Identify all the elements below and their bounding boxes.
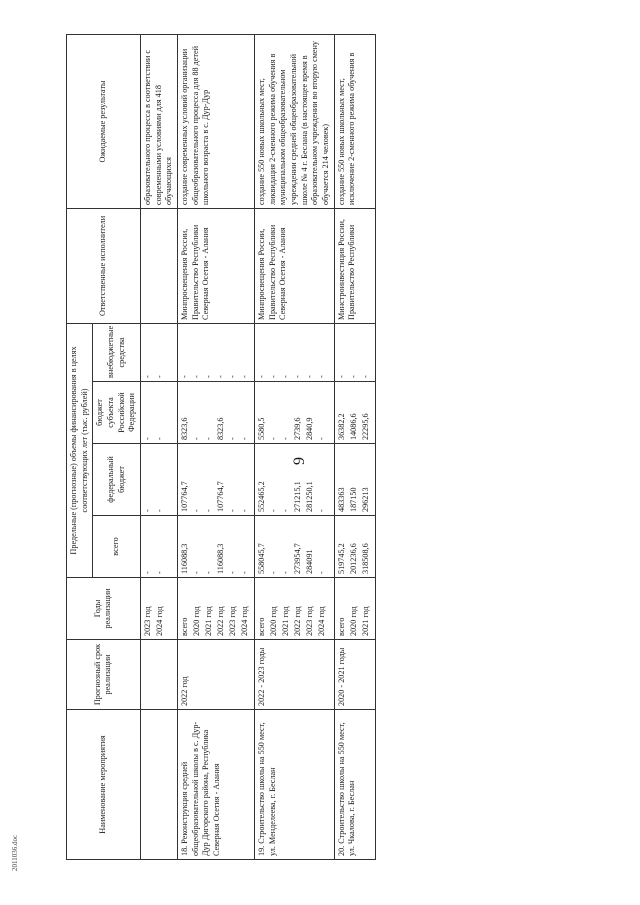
federal-value: - bbox=[316, 509, 326, 512]
row-executors-cell: Минстроинвестиция России, Правительство Республики bbox=[334, 208, 375, 323]
extra-column-cell bbox=[177, 323, 254, 381]
years-value: 2020 год bbox=[348, 606, 358, 636]
extra-cell: - bbox=[142, 375, 152, 378]
federal-value: - bbox=[227, 509, 237, 512]
extra-cell: - bbox=[154, 375, 164, 378]
federal-column-cell bbox=[177, 444, 254, 516]
header-total: всего bbox=[93, 516, 141, 578]
extra-value: - bbox=[227, 375, 237, 378]
results-cell: образовательного процесса в соответствии с современными условиями для 418 обучающихся bbox=[140, 34, 177, 208]
federal-value: - bbox=[191, 509, 201, 512]
table-row bbox=[177, 34, 254, 859]
regional-cell: - bbox=[154, 437, 164, 440]
years-value: 2020 год bbox=[268, 606, 278, 636]
years-value: 2024 год bbox=[239, 606, 249, 636]
total-cell: - bbox=[154, 571, 164, 574]
year-cell: 2024 год bbox=[154, 606, 164, 636]
extra-value: - bbox=[215, 375, 225, 378]
regional-column-cell bbox=[254, 382, 334, 444]
row-name-cell: 19. Строительство школы на 550 мест, ул. Менделеева, г. Беслан bbox=[254, 710, 334, 860]
total-value: 116088,3 bbox=[179, 543, 189, 574]
regional-value: 2739,6 bbox=[292, 417, 302, 440]
extra-value: - bbox=[292, 375, 302, 378]
year-cell: 2023 год bbox=[142, 606, 152, 636]
regional-value: - bbox=[227, 437, 237, 440]
federal-value: 281250,1 bbox=[304, 481, 314, 512]
extra-value: - bbox=[268, 375, 278, 378]
extra-value: - bbox=[256, 375, 266, 378]
federal-value: 483363 bbox=[336, 487, 346, 512]
table-body bbox=[177, 34, 375, 859]
table-row bbox=[254, 34, 334, 859]
row-results-cell: создание современных условий организации общеобразовательного процесса для 88 детей школьного возраста в с. Дур-Дур bbox=[177, 34, 254, 208]
header-funding-group: Предельные (прогнозные) объемы финансирования в целях соответствующих лет (тыс. рублей) bbox=[67, 323, 93, 577]
row-results-cell: создание 550 новых школьных мест, ликвидация 2-сменного режима обучения в муниципальном общеобразовательном учреждении средней общеобразовательной школе № 4 г. Беслана (в настоящее время в образовательном учреждении во вторую смену обучается 214 человек) bbox=[254, 34, 334, 208]
total-value: - bbox=[191, 571, 201, 574]
years-value: 2022 год bbox=[292, 606, 302, 636]
total-value: 273954,7 bbox=[292, 543, 302, 574]
federal-cell: - bbox=[142, 509, 152, 512]
total-value: 201236,6 bbox=[348, 543, 358, 574]
years-value: 2023 год bbox=[227, 606, 237, 636]
total-cell: - bbox=[142, 571, 152, 574]
extra-value: - bbox=[191, 375, 201, 378]
row-executors-cell: Минпросвещения России, Правительство Республики Северная Осетия - Алания bbox=[177, 208, 254, 323]
regional-value: 8323,6 bbox=[215, 417, 225, 440]
rotated-page bbox=[66, 35, 561, 860]
funding-table bbox=[66, 34, 376, 860]
years-value: 2020 год bbox=[191, 606, 201, 636]
total-value: 558045,7 bbox=[256, 543, 266, 574]
row-term-cell: 2022 - 2023 годы bbox=[254, 640, 334, 710]
header-name: Наименование мероприятия bbox=[67, 710, 141, 860]
federal-value: 296213 bbox=[360, 487, 370, 512]
regional-value: 8323,6 bbox=[179, 417, 189, 440]
row-executors-cell: Минпросвещения России, Правительство Республики Северная Осетия - Алания bbox=[254, 208, 334, 323]
total-value: - bbox=[316, 571, 326, 574]
regional-value: - bbox=[203, 437, 213, 440]
header-executors: Ответственные исполнители bbox=[67, 208, 141, 323]
total-value: - bbox=[268, 571, 278, 574]
extra-value: - bbox=[360, 375, 370, 378]
total-value: - bbox=[239, 571, 249, 574]
federal-value: - bbox=[280, 509, 290, 512]
regional-value: - bbox=[191, 437, 201, 440]
extra-value: - bbox=[179, 375, 189, 378]
total-value: 318508,6 bbox=[360, 543, 370, 574]
extra-value: - bbox=[239, 375, 249, 378]
total-column-cell bbox=[334, 516, 375, 578]
years-value: 2021 год bbox=[203, 606, 213, 636]
extra-column-cell bbox=[254, 323, 334, 381]
regional-value: 14086,6 bbox=[348, 413, 358, 440]
years-value: 2023 год bbox=[304, 606, 314, 636]
table-row bbox=[334, 34, 375, 859]
header-extra: внебюджетные средства bbox=[93, 323, 141, 381]
federal-value: - bbox=[203, 509, 213, 512]
years-column-cell bbox=[254, 578, 334, 640]
page-number: 9 bbox=[291, 457, 308, 465]
years-value: 2024 год bbox=[316, 606, 326, 636]
federal-column-cell bbox=[334, 444, 375, 516]
total-value: - bbox=[227, 571, 237, 574]
total-value: 284091 bbox=[304, 549, 314, 574]
total-column-cell bbox=[177, 516, 254, 578]
header-federal: федеральный бюджет bbox=[93, 444, 141, 516]
regional-value: 2840,9 bbox=[304, 417, 314, 440]
years-value: всего bbox=[336, 617, 346, 636]
years-value: всего bbox=[179, 617, 189, 636]
federal-value: - bbox=[268, 509, 278, 512]
row-name-cell: 18. Реконструкция средней общеобразовательной школы в с. Дур-Дур Дигорского района, Республика Северная Осетия - Алания bbox=[177, 710, 254, 860]
extra-value: - bbox=[336, 375, 346, 378]
extra-column-cell bbox=[334, 323, 375, 381]
regional-value: 5580,5 bbox=[256, 417, 266, 440]
extra-value: - bbox=[304, 375, 314, 378]
header-regional: бюджет субъекта Российской Федерации bbox=[93, 382, 141, 444]
regional-cell: - bbox=[142, 437, 152, 440]
regional-value: - bbox=[239, 437, 249, 440]
extra-value: - bbox=[348, 375, 358, 378]
row-results-cell: создание 550 новых школьных мест, исключение 2-сменного режима обучения в bbox=[334, 34, 375, 208]
regional-value: 36382,2 bbox=[336, 413, 346, 440]
federal-value: 552465,2 bbox=[256, 481, 266, 512]
federal-value: 271215,1 bbox=[292, 481, 302, 512]
total-value: 519745,2 bbox=[336, 543, 346, 574]
row-term-cell: 2020 - 2021 годы bbox=[334, 640, 375, 710]
row-term-cell: 2022 год bbox=[177, 640, 254, 710]
total-value: 116088,3 bbox=[215, 543, 225, 574]
federal-value: - bbox=[239, 509, 249, 512]
row-name-cell: 20. Строительство школы на 550 мест, ул. Чкалова, г. Беслан bbox=[334, 710, 375, 860]
regional-value: 22295,6 bbox=[360, 413, 370, 440]
regional-value: - bbox=[316, 437, 326, 440]
federal-cell: - bbox=[154, 509, 164, 512]
header-term: Прогнозный срок реализации bbox=[67, 640, 141, 710]
total-value: - bbox=[280, 571, 290, 574]
years-column-cell bbox=[177, 578, 254, 640]
years-value: 2021 год bbox=[360, 606, 370, 636]
years-value: всего bbox=[256, 617, 266, 636]
regional-value: - bbox=[268, 437, 278, 440]
extra-value: - bbox=[280, 375, 290, 378]
federal-column-cell bbox=[254, 444, 334, 516]
years-value: 2022 год bbox=[215, 606, 225, 636]
footer-filename: 2011036.doc bbox=[11, 834, 19, 871]
years-column-cell bbox=[334, 578, 375, 640]
total-value: - bbox=[203, 571, 213, 574]
regional-column-cell bbox=[177, 382, 254, 444]
table-row-continuation bbox=[140, 34, 177, 859]
extra-value: - bbox=[316, 375, 326, 378]
extra-value: - bbox=[203, 375, 213, 378]
federal-value: 107764,7 bbox=[215, 481, 225, 512]
regional-column-cell bbox=[334, 382, 375, 444]
years-value: 2021 год bbox=[280, 606, 290, 636]
total-column-cell bbox=[254, 516, 334, 578]
federal-value: 107764,7 bbox=[179, 481, 189, 512]
regional-value: - bbox=[280, 437, 290, 440]
federal-value: 187150 bbox=[348, 487, 358, 512]
header-years: Годы реализации bbox=[67, 578, 141, 640]
header-results: Ожидаемые результаты bbox=[67, 34, 141, 208]
